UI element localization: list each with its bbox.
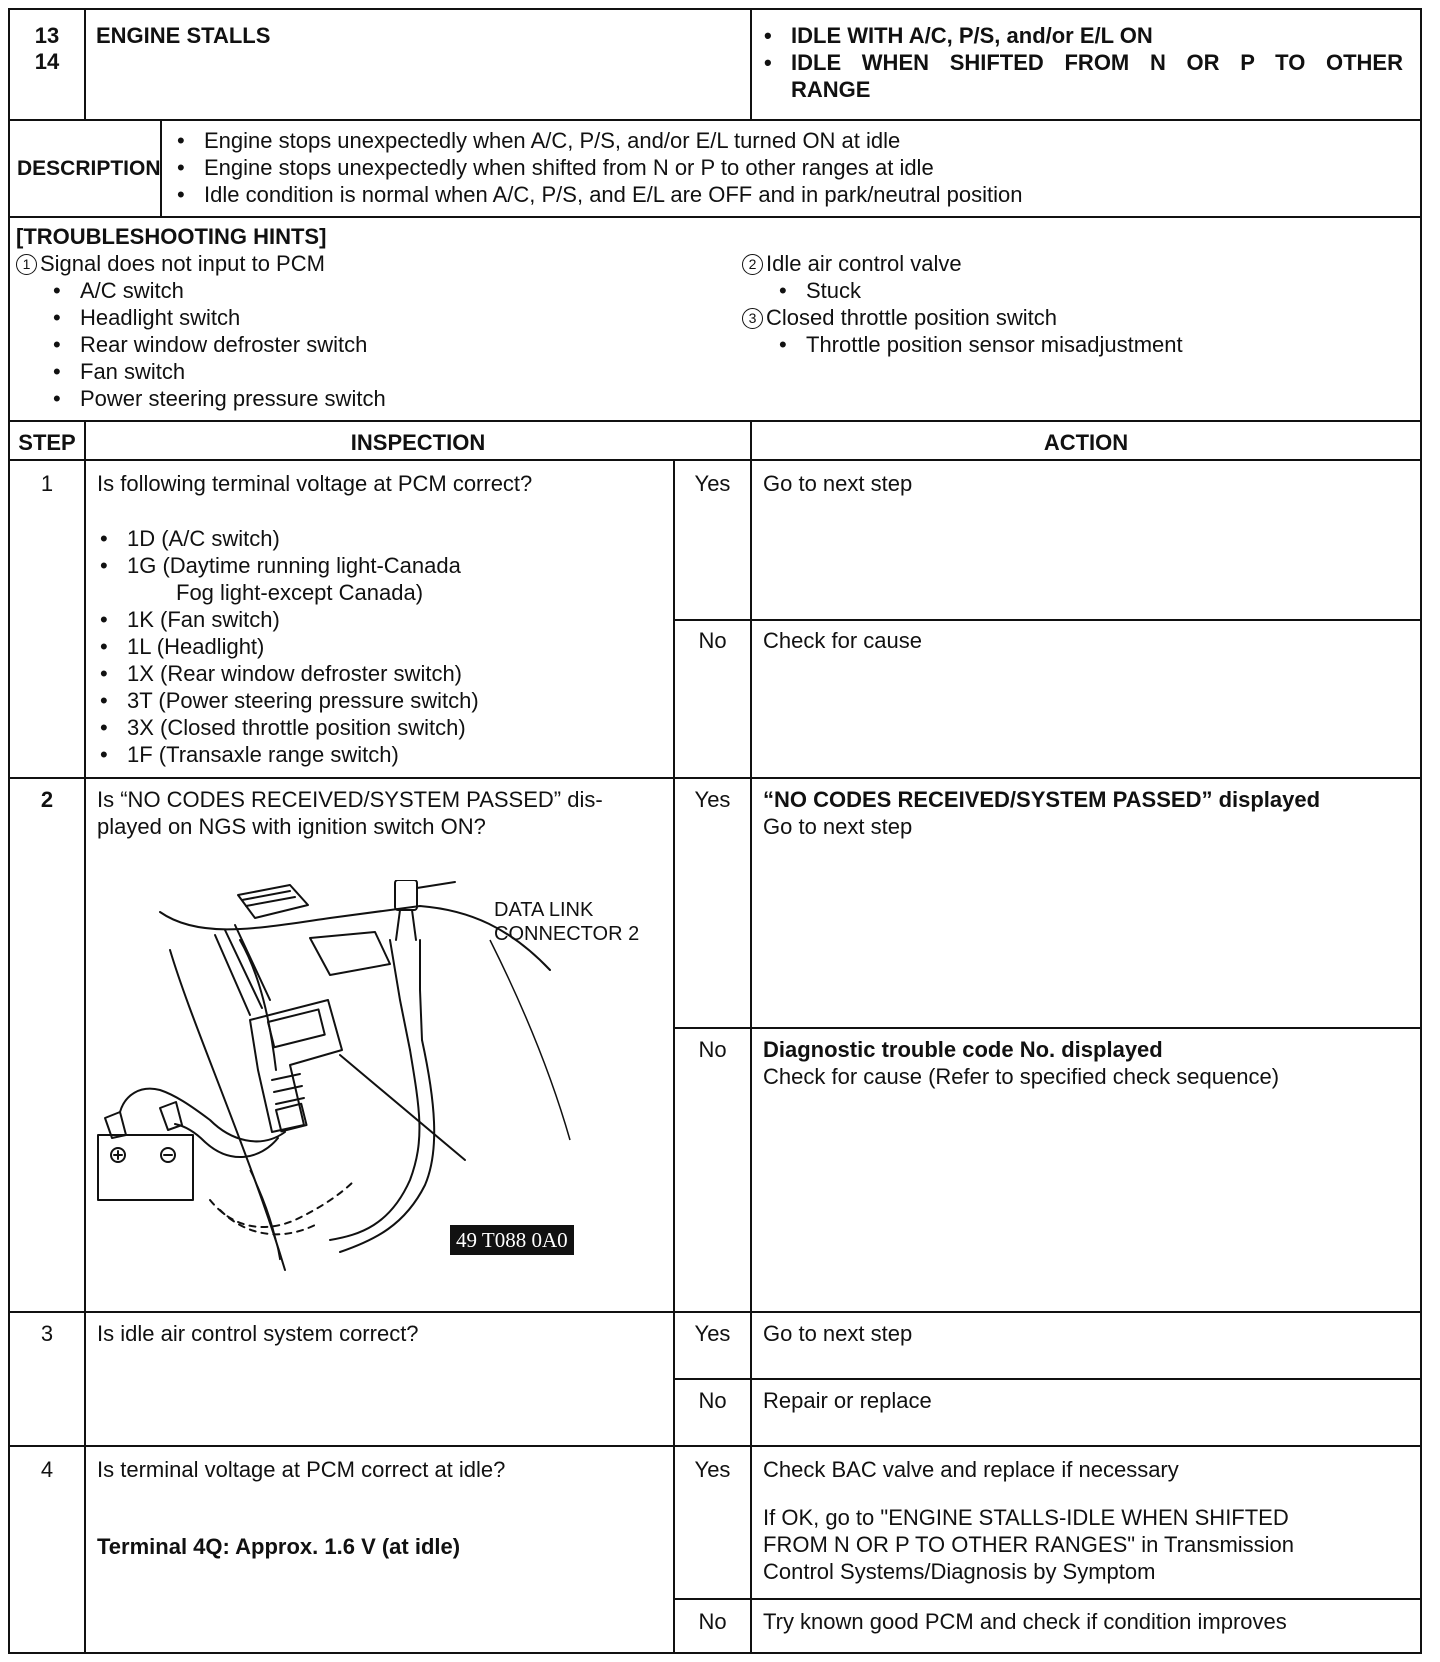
number-circle-icon: 3 [742,308,763,329]
hint-item: • Stuck [806,277,861,304]
hints-title: [TROUBLESHOOTING HINTS] [16,224,327,249]
description-item: • Idle condition is normal when A/C, P/S, and E/L are OFF and in park/neutral position [204,181,1023,208]
hint-group-label: Idle air control valve [766,251,962,276]
inspection-question-cont: played on NGS with ignition switch ON? [97,814,486,839]
row-divider [8,1311,1422,1313]
callout-line [340,1055,465,1160]
divider [750,8,752,121]
hint-group-label: Closed throttle position switch [766,305,1058,330]
terminal-item: • 1G (Daytime running light-Canada [127,552,461,579]
part-number-tag: 49 T088 0A0 [450,1225,574,1255]
no-action: Check for cause [763,628,922,653]
yes-label: Yes [694,787,731,812]
yes-action-note: If OK, go to "ENGINE STALLS-IDLE WHEN SHIFTED [763,1505,1289,1530]
column-divider [750,420,752,1654]
row-divider [8,459,1422,461]
hint-item: • Fan switch [80,358,185,385]
no-action: Try known good PCM and check if condition improves [763,1609,1287,1634]
ngs-tester [250,1000,342,1132]
hint-group-heading [742,304,1057,331]
terminal-item: • 3X (Closed throttle position switch) [127,714,466,741]
symptom-condition-cont: RANGE [791,77,871,102]
inspection-question: Is following terminal voltage at PCM correct? [97,471,533,496]
symptom-title: ENGINE STALLS [96,23,271,48]
dashboard-outline [160,906,550,970]
inspection-question: Is terminal voltage at PCM correct at idle? [97,1457,506,1482]
description-item: • Engine stops unexpectedly when A/C, P/S, and/or E/L turned ON at idle [204,127,900,154]
yes-action-title: “NO CODES RECEIVED/SYSTEM PASSED” displayed [763,787,1321,812]
data-link-connector [395,880,417,910]
yes-action: Go to next step [763,1321,913,1346]
symptom-condition: • IDLE WITH A/C, P/S, and/or E/L ON [791,22,1153,49]
yes-action: Go to next step [763,814,913,839]
hint-group-label: Signal does not input to PCM [40,251,325,276]
inspection-question: Is idle air control system correct? [97,1321,419,1346]
yes-no-divider [673,1378,1422,1380]
terminal-spec: Terminal 4Q: Approx. 1.6 V (at idle) [97,1534,461,1559]
yes-no-divider [673,1027,1422,1029]
divider [84,8,86,121]
terminal-item: • 3T (Power steering pressure switch) [127,687,479,714]
yes-no-divider [673,1598,1422,1600]
terminal-item: • 1X (Rear window defroster switch) [127,660,462,687]
yes-action: Go to next step [763,471,913,496]
yes-label: Yes [694,471,731,496]
number-circle-icon: 2 [742,254,763,275]
hint-item: • Rear window defroster switch [80,331,367,358]
step-number: 1 [40,471,54,496]
no-action-title: Diagnostic trouble code No. displayed [763,1037,1163,1062]
step-number: 2 [40,787,54,812]
symptom-code: 14 [34,49,60,74]
hint-item: • A/C switch [80,277,184,304]
figure-callout: CONNECTOR 2 [494,923,640,945]
ngs-cable [330,1050,419,1240]
inspection-question: Is “NO CODES RECEIVED/SYSTEM PASSED” dis- [97,787,603,812]
battery-cable [120,1089,285,1142]
column-header-step: STEP [18,430,76,455]
row-divider [8,1445,1422,1447]
no-action: Check for cause (Refer to specified check sequence) [763,1064,1280,1089]
terminal-item: • 1K (Fan switch) [127,606,280,633]
hint-item: • Throttle position sensor misadjustment [806,331,1183,358]
no-label: No [698,1609,727,1634]
callout-line [417,882,455,888]
figure-callout: DATA LINK [494,899,594,921]
hint-group-heading [742,250,962,277]
row-divider [8,777,1422,779]
yes-action-note: FROM N OR P TO OTHER RANGES" in Transmission [763,1532,1295,1557]
no-label: No [698,1388,727,1413]
hint-item: • Headlight switch [80,304,240,331]
terminal-item: • 1L (Headlight) [127,633,264,660]
column-divider [84,420,86,1654]
yes-action: Check BAC valve and replace if necessary [763,1457,1179,1482]
symptom-code: 13 [34,23,60,48]
yes-label: Yes [694,1457,731,1482]
yes-label: Yes [694,1321,731,1346]
terminal-item: • 1D (A/C switch) [127,525,280,552]
terminal-item-cont: Fog light-except Canada) [176,580,424,605]
description-label: DESCRIPTION [17,157,161,180]
battery [98,1135,193,1200]
column-header-inspection: INSPECTION [350,430,486,455]
no-action: Repair or replace [763,1388,932,1413]
yes-no-divider [673,619,1422,621]
step-number: 3 [40,1321,54,1346]
no-label: No [698,1037,727,1062]
description-item: • Engine stops unexpectedly when shifted from N or P to other ranges at idle [204,154,934,181]
number-circle-icon: 1 [16,254,37,275]
column-header-action: ACTION [1043,430,1129,455]
terminal-item: • 1F (Transaxle range switch) [127,741,399,768]
hint-item: • Power steering pressure switch [80,385,386,412]
step-number: 4 [40,1457,54,1482]
no-label: No [698,628,727,653]
symptom-condition: • IDLE WHEN SHIFTED FROM N OR P TO OTHER [791,49,1403,76]
hint-group-heading [16,250,325,277]
yes-action-note: Control Systems/Diagnosis by Symptom [763,1559,1156,1584]
